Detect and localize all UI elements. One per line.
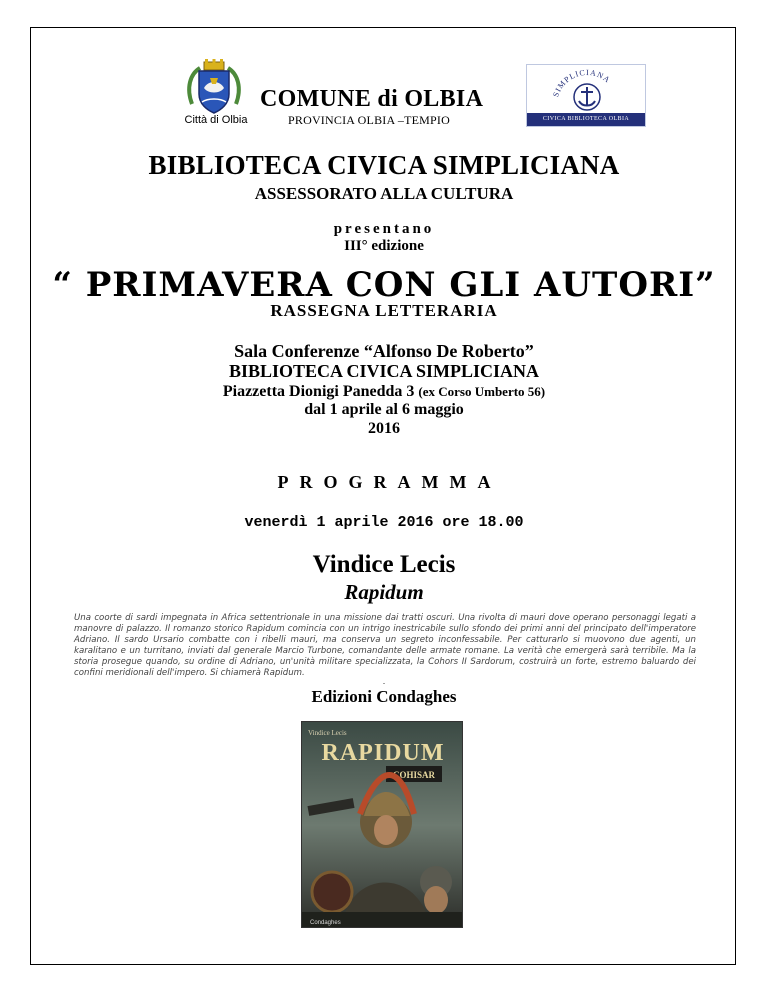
- presentano-text: presentano: [333, 221, 435, 237]
- city-crest-logo: [184, 58, 244, 118]
- book-synopsis: Una coorte di sardi impegnata in Africa settentrionale in una missione dai tratti oscuri. Una rivolta di mauri dove operano personaggi legati a manovre di palazzo. Il romanzo storico Rapidum comincia con un intrigo inestricabile sullo sfondo dei primi anni del principato dell'imperatore Adriano. Il sardo Ursario combatte con i ribelli mauri, ma conserva un segreto inconfessabile. Per catturarlo si muovono due agenti, un karalitano e un turritano, inviati dal generale Marcio Turbone, comandante delle armate romane. La verità che emergerà sarà terribile. Ma la storia prosegue quando, su ordine di Adriano, un'unità militare specializzata, la Cohors II Sardorum, costruirà un forte, estremo baluardo dei confini meridionali dell'impero. Si chiamerà Rapidum.: [74, 613, 696, 678]
- venue-hall: Sala Conferenze “Alfonso De Roberto”: [234, 341, 534, 361]
- assessorato-title: ASSESSORATO ALLA CULTURA: [254, 184, 514, 203]
- event-dates: dal 1 aprile al 6 maggio: [304, 401, 464, 418]
- event-datetime: venerdì 1 aprile 2016 ore 18.00: [244, 514, 524, 531]
- cover-author: Vindice Lecis: [308, 729, 347, 737]
- rassegna-subtitle: RASSEGNA LETTERARIA: [270, 301, 498, 320]
- library-logo: [526, 64, 646, 127]
- comune-title: COMUNE di OLBIA: [260, 86, 484, 112]
- cover-publisher: Condaghes: [310, 920, 341, 926]
- venue-library: BIBLIOTECA CIVICA SIMPLICIANA: [228, 361, 540, 381]
- book-title: Rapidum: [344, 580, 424, 604]
- publisher-name: Edizioni Condaghes: [311, 687, 457, 706]
- cover-title: RAPIDUM: [321, 740, 445, 766]
- edizione-text: III° edizione: [344, 238, 424, 254]
- event-year: 2016: [368, 420, 400, 437]
- separator-dot: .: [383, 677, 385, 686]
- logo-arc-text: SIMPLICIANA: [551, 67, 613, 99]
- address-note: (ex Corso Umberto 56): [418, 384, 546, 399]
- library-logo-band: CIVICA BIBLIOTECA OLBIA: [527, 113, 645, 126]
- venue-address: [0, 383, 768, 401]
- cover-sign: COHISAR: [392, 770, 436, 780]
- programma-heading: PROGRAMMA: [277, 472, 502, 492]
- author-name: Vindice Lecis: [312, 551, 456, 578]
- library-title: BIBLIOTECA CIVICA SIMPLICIANA: [148, 150, 620, 180]
- book-cover-image: [301, 721, 463, 928]
- crest-caption: Città di Olbia: [184, 114, 248, 126]
- rassegna-title: “ PRIMAVERA CON GLI AUTORI”: [52, 265, 716, 305]
- provincia-subtitle: PROVINCIA OLBIA –TEMPIO: [288, 113, 450, 127]
- address-main: Piazzetta Dionigi Panedda 3: [222, 383, 415, 400]
